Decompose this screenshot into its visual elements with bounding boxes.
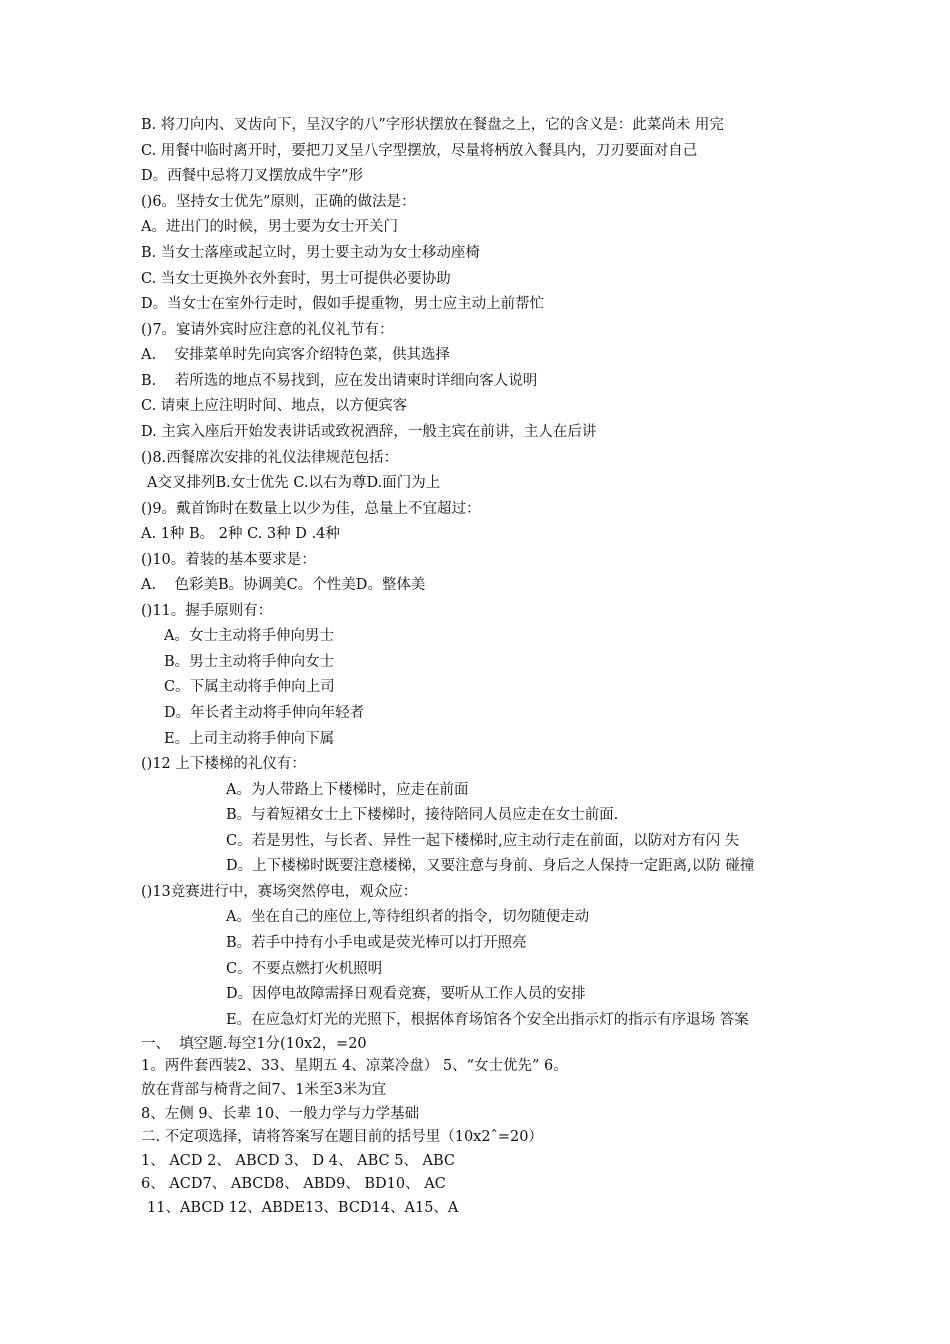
option-d-carry: D。当女士在室外行走时，假如手提重物，男士应主动上前帮忙	[141, 296, 545, 312]
q11-option-e: E。上司主动将手伸向下属	[164, 731, 335, 747]
q13-option-a: A。坐在自己的座位上,等待组织者的指令，切勿随便走动	[226, 909, 590, 925]
question-11: ()11。握手原则有：	[141, 603, 273, 619]
option-c-coat: C. 当女士更换外衣外套时，男士可提供必要协助	[141, 271, 451, 287]
answer-choice-line-3: 11、ABCD 12、ABDE13、BCD14、A15、A	[147, 1200, 459, 1216]
answer-section-fill-heading: 一、 填空题.每空1分(10x2，=20	[141, 1036, 367, 1052]
q11-option-d: D。年长者主动将手伸向年轻者	[164, 705, 365, 721]
question-10: ()10。着装的基本要求是：	[141, 552, 316, 568]
answer-choice-line-2: 6、 ACD7、 ABCD8、 ABD9、 BD10、 AC	[141, 1176, 446, 1192]
question-7: ()7。宴请外宾时应注意的礼仪礼节有：	[141, 322, 394, 338]
q11-option-a: A。女士主动将手伸向男士	[164, 628, 334, 644]
question-6: ()6。坚持女士优先”原则，正确的做法是：	[141, 194, 416, 210]
question-9: ()9。戴首饰时在数量上以少为佳，总量上不宜超过：	[141, 501, 481, 517]
question-12: ()12 上下楼梯的礼仪有：	[141, 756, 306, 772]
q13-option-d: D。因停电故障需择日观看竞赛，要听从工作人员的安排	[226, 986, 586, 1002]
answer-fill-line-2: 放在背部与椅背之间7、1米至3米为宜	[141, 1082, 387, 1098]
question-9-options: A. 1种 B。 2种 C. 3种 D .4种	[141, 526, 340, 542]
answer-fill-line-3: 8、左侧 9、长辈 10、一般力学与力学基础	[141, 1106, 420, 1122]
q13-option-e: E。在应急灯灯光的光照下，根据体育场馆各个安全出指示灯的指示有序退场 答案	[226, 1012, 749, 1028]
option-a-menu: A. 安排菜单时先向宾客介绍特色菜，供其选择	[141, 347, 451, 363]
q13-option-b: B。若手中持有小手电或是荧光棒可以打开照亮	[226, 935, 527, 951]
answer-section-choice-heading: 二. 不定项选择，请将答案写在题目前的括号里（10x2ˆ=20）	[141, 1129, 543, 1145]
option-b-chair: B. 当女士落座或起立时，男士要主动为女士移动座椅	[141, 245, 480, 261]
q12-option-c: C。若是男性，与长者、异性一起下楼梯时,应主动行走在前面，以防对方有闪 失	[226, 833, 740, 849]
option-a-door: A。进出门的时候，男士要为女士开关门	[141, 219, 398, 235]
option-b-knife-fork: B. 将刀向内、叉齿向下，呈汉字的八”字形状摆放在餐盘之上，它的含义是：此菜尚未 用完	[141, 117, 724, 133]
q11-option-c: C。下属主动将手伸向上司	[164, 679, 335, 695]
option-d-avoid-cross: D。西餐中忌将刀叉摆放成牛字”形	[141, 168, 364, 184]
q12-option-a: A。为人带路上下楼梯时，应走在前面	[226, 782, 469, 798]
option-d-speech: D. 主宾入座后开始发表讲话或致祝酒辞，一般主宾在前讲，主人在后讲	[141, 424, 597, 440]
q13-option-c: C。不要点燃打火机照明	[226, 961, 383, 977]
option-b-location: B. 若所选的地点不易找到，应在发出请柬时详细向客人说明	[141, 373, 538, 389]
question-8-options: A交叉排列B.女士优先 C.以右为尊D.面门为上	[147, 475, 441, 491]
q12-option-b: B。与着短裙女士上下楼梯时，接待陪同人员应走在女士前面.	[226, 807, 619, 823]
answer-choice-line-1: 1、 ACD 2、 ABCD 3、 D 4、 ABC 5、 ABC	[141, 1153, 456, 1169]
question-13: ()13竞赛进行中，赛场突然停电，观众应：	[141, 884, 418, 900]
q12-option-d: D。上下楼梯时既要注意楼梯，又要注意与身前、身后之人保持一定距离,以防 碰撞	[226, 858, 755, 874]
option-c-temporary-leave: C. 用餐中临时离开时，要把刀叉呈八字型摆放，尽量将柄放入餐具内，刀刃要面对自己	[141, 143, 698, 159]
answer-fill-line-1: 1。两件套西装2、33、星期五 4、凉菜冷盘） 5、“女士优先” 6。	[141, 1058, 568, 1074]
option-c-invitation: C. 请柬上应注明时间、地点，以方便宾客	[141, 398, 408, 414]
q11-option-b: B。男士主动将手伸向女士	[164, 654, 335, 670]
question-8: ()8.西餐席次安排的礼仪法律规范包括：	[141, 450, 399, 466]
question-10-options: A. 色彩美B。协调美C。个性美D。整体美	[141, 577, 426, 593]
